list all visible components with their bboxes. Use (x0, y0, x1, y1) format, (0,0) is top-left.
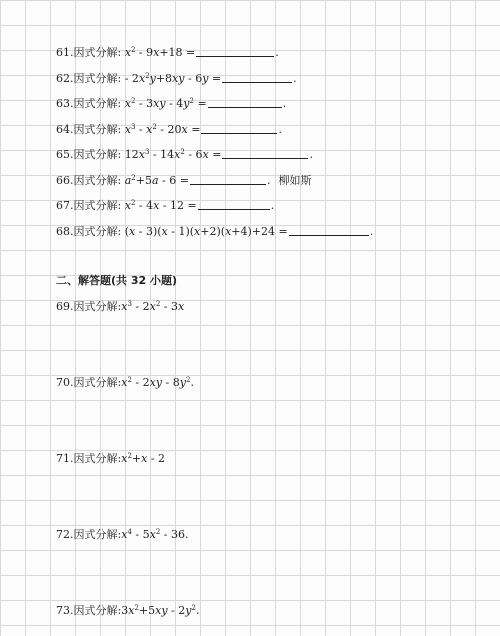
answer-blank[interactable] (201, 123, 277, 134)
expression: $x^2 - 3xy - 4y^2$ = (124, 97, 207, 110)
problem-72: 72.因式分解$:x^4 - 5x^2 - 36$. (56, 528, 189, 541)
problem-67: 67.因式分解: $x^2 - 4x - 12$ = . (56, 199, 275, 212)
problem-64: 64.因式分解: $x^3 - x^2 - 20x$ = . (56, 123, 282, 136)
answer-blank[interactable] (190, 174, 266, 185)
expression: $3x^2+5xy - 2y^2$ (121, 604, 196, 617)
answer-blank[interactable] (198, 199, 270, 210)
section-heading: 二、解答题(共 32 小题) (56, 274, 178, 287)
problem-66: 66.因式分解: $a^2+5a - 6$ = . 柳如斯 (56, 174, 312, 187)
answer-blank[interactable] (196, 46, 274, 57)
answer-blank[interactable] (289, 225, 369, 236)
problem-65: 65.因式分解: $12x^3 - 14x^2 - 6x$ = . (56, 148, 313, 161)
problem-63: 63.因式分解: $x^2 - 3xy - 4y^2$ = . (56, 97, 287, 110)
problem-62: 62.因式分解: - $2x^2y+8xy - 6y$ = . (56, 72, 297, 85)
answer-blank[interactable] (208, 97, 282, 108)
expression: $12x^3 - 14x^2 - 6x$ = (124, 148, 222, 161)
expression: $x^2 - 2xy - 8y^2$ (121, 376, 191, 389)
problem-61: 61.因式分解: $x^2 - 9x+18$ = . (56, 46, 279, 59)
problem-69: 69.因式分解$:x^3 - 2x^2 - 3x$ (56, 300, 185, 313)
expression: $x^2 - 4x - 12$ = (124, 199, 197, 212)
problem-73: 73.因式分解$:3x^2+5xy - 2y^2$. (56, 604, 200, 617)
expression: $x^2+x - 2$ (121, 452, 166, 465)
expression: $a^2+5a - 6$ = (124, 174, 189, 187)
expression: $x^2 - 9x+18$ = (124, 46, 196, 59)
expression: (x - 3)(x - 1)(x+2)(x+4)+24 = (124, 225, 288, 238)
problem-71: 71.因式分解$:x^2+x - 2$ (56, 452, 166, 465)
answer-blank[interactable] (222, 148, 308, 159)
problem-68: 68.因式分解: (x - 3)(x - 1)(x+2)(x+4)+24 = . (56, 225, 374, 238)
problem-70: 70.因式分解$:x^2 - 2xy - 8y^2$. (56, 376, 194, 389)
answer-blank[interactable] (222, 72, 292, 83)
handwritten-note: 柳如斯 (278, 174, 312, 187)
expression: $x^4 - 5x^2 - 36$ (121, 528, 186, 541)
expression: $x^3 - x^2 - 20x$ = (124, 123, 201, 136)
expression: - $2x^2y+8xy - 6y$ = (124, 72, 222, 85)
expression: $x^3 - 2x^2 - 3x$ (121, 300, 185, 313)
